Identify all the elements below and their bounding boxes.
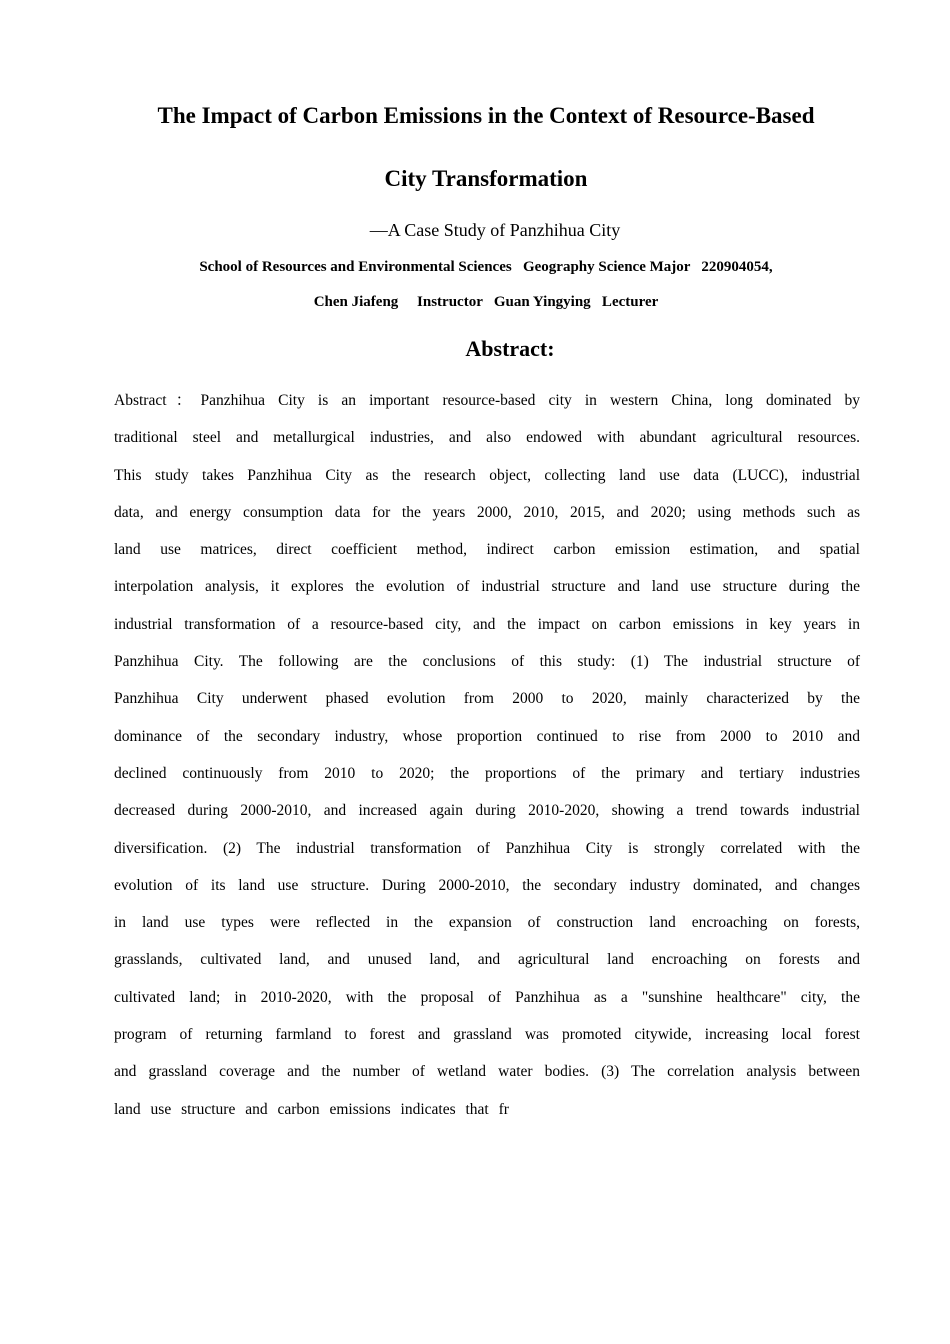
paper-subtitle: —A Case Study of Panzhihua City [369, 220, 621, 240]
abstract-line: Panzhihua City. The following are the conclusions of this study: (1) The industrial structure of [114, 653, 860, 671]
author-affiliation-line-2: Chen Jiafeng Instructor Guan Yingying Lecturer [313, 294, 659, 310]
abstract-line: and grassland coverage and the number of wetland water bodies. (3) The correlation analysis between [114, 1063, 860, 1081]
abstract-line: declined continuously from 2010 to 2020; the proportions of the primary and tertiary industries [114, 764, 860, 782]
abstract-line: evolution of its land use structure. During 2000-2010, the secondary industry dominated, and changes [114, 876, 860, 894]
abstract-line: dominance of the secondary industry, whose proportion continued to rise from 2000 to 2010 and [114, 727, 860, 745]
paper-title-line-2: City Transformation [384, 166, 588, 191]
abstract-line: traditional steel and metallurgical industries, and also endowed with abundant agricultural resources. [114, 429, 860, 447]
abstract-line: diversification. (2) The industrial transformation of Panzhihua City is strongly correlated with the [114, 839, 860, 857]
abstract-line: land use matrices, direct coefficient method, indirect carbon emission estimation, and spatial [114, 541, 860, 559]
abstract-body [114, 390, 860, 1136]
abstract-heading: Abstract: [465, 336, 555, 361]
abstract-line: program of returning farmland to forest and grassland was promoted citywide, increasing local forest [114, 1026, 860, 1044]
abstract-line: industrial transformation of a resource-based city, and the impact on carbon emissions in key years in [114, 615, 860, 633]
paper-title-line-1: The Impact of Carbon Emissions in the Context of Resource-Based [157, 103, 815, 128]
abstract-line: grasslands, cultivated land, and unused land, and agricultural land encroaching on forests and [114, 951, 860, 969]
abstract-line: data, and energy consumption data for the years 2000, 2010, 2015, and 2020; using methods such as [114, 503, 860, 521]
abstract-line: This study takes Panzhihua City as the research object, collecting land use data (LUCC), industrial [114, 466, 860, 484]
abstract-line: decreased during 2000-2010, and increased again during 2010-2020, showing a trend towards industrial [114, 802, 860, 820]
author-affiliation-line-1: School of Resources and Environmental Sciences Geography Science Major 220904054, [199, 259, 773, 275]
abstract-line: land use structure and carbon emissions indicates that fr [114, 1100, 509, 1118]
abstract-line: in land use types were reflected in the expansion of construction land encroaching on forests, [114, 914, 860, 932]
abstract-line: Panzhihua City underwent phased evolution from 2000 to 2020, mainly characterized by the [114, 690, 860, 708]
abstract-line: Abstract：Panzhihua City is an important resource-based city in western China, long dominated by [114, 392, 860, 409]
abstract-line: interpolation analysis, it explores the evolution of industrial structure and land use structure during the [114, 578, 860, 596]
abstract-line: cultivated land; in 2010-2020, with the proposal of Panzhihua as a "sunshine healthcare" city, the [114, 988, 860, 1006]
